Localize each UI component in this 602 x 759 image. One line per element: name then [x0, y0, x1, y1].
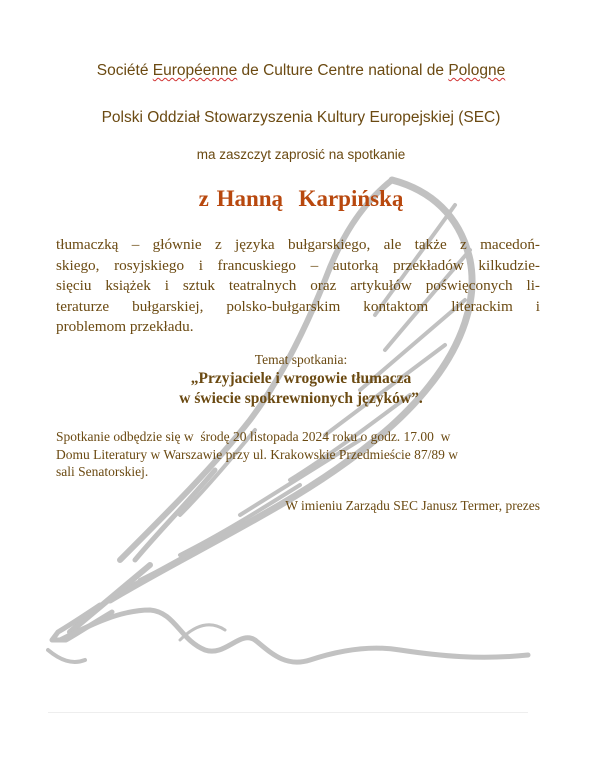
society-fr-part1: Société: [96, 62, 153, 79]
footer-divider: [48, 712, 528, 713]
description-line: skiego, rosyjskiego i francuskiego – autorką przekładów kilkudzie-: [56, 256, 540, 274]
society-fr-part3: de Culture Centre national de: [237, 62, 449, 79]
society-fr-word-pologne: Pologne: [448, 62, 506, 79]
topic-title-line: w świecie spokrewnionych języków”.: [179, 390, 423, 407]
details-line: sali Senatorskiej.: [56, 464, 149, 479]
meeting-details: [56, 428, 540, 481]
signature: W imieniu Zarządu SEC Janusz Termer, prezes: [285, 498, 540, 513]
details-line: Domu Literatury w Warszawie przy ul. Krakowskie Przedmieście 87/89 w: [56, 446, 459, 462]
society-name-polish: Polski Oddział Stowarzyszenia Kultury Europejskiej (SEC): [101, 109, 501, 126]
topic-label: Temat spotkania:: [254, 352, 348, 367]
description-line: teraturze bułgarskiej, polsko-bułgarskim kontaktom literackim i: [56, 297, 540, 315]
invitation-line: ma zaszczyt zaprosić na spotkanie: [196, 147, 406, 162]
description-line: tłumaczką – głównie z języka bułgarskiego, ale także z macedoń-: [56, 236, 540, 253]
description-line: sięciu książek i sztuk teatralnych oraz artykułów poświęconych li-: [56, 277, 540, 294]
guest-name: z Hanną Karpińską: [198, 186, 404, 211]
topic-title-line: „Przyjaciele i wrogowie tłumacza: [190, 370, 412, 387]
topic-title: [0, 369, 602, 409]
society-name-french: [0, 62, 602, 80]
guest-description: [56, 235, 540, 338]
details-line: Spotkanie odbędzie się w środę 20 listopada 2024 roku o godz. 17.00 w: [56, 429, 451, 444]
description-line: problemom przekładu.: [56, 318, 194, 335]
society-fr-word-europeenne: Européenne: [152, 62, 238, 79]
